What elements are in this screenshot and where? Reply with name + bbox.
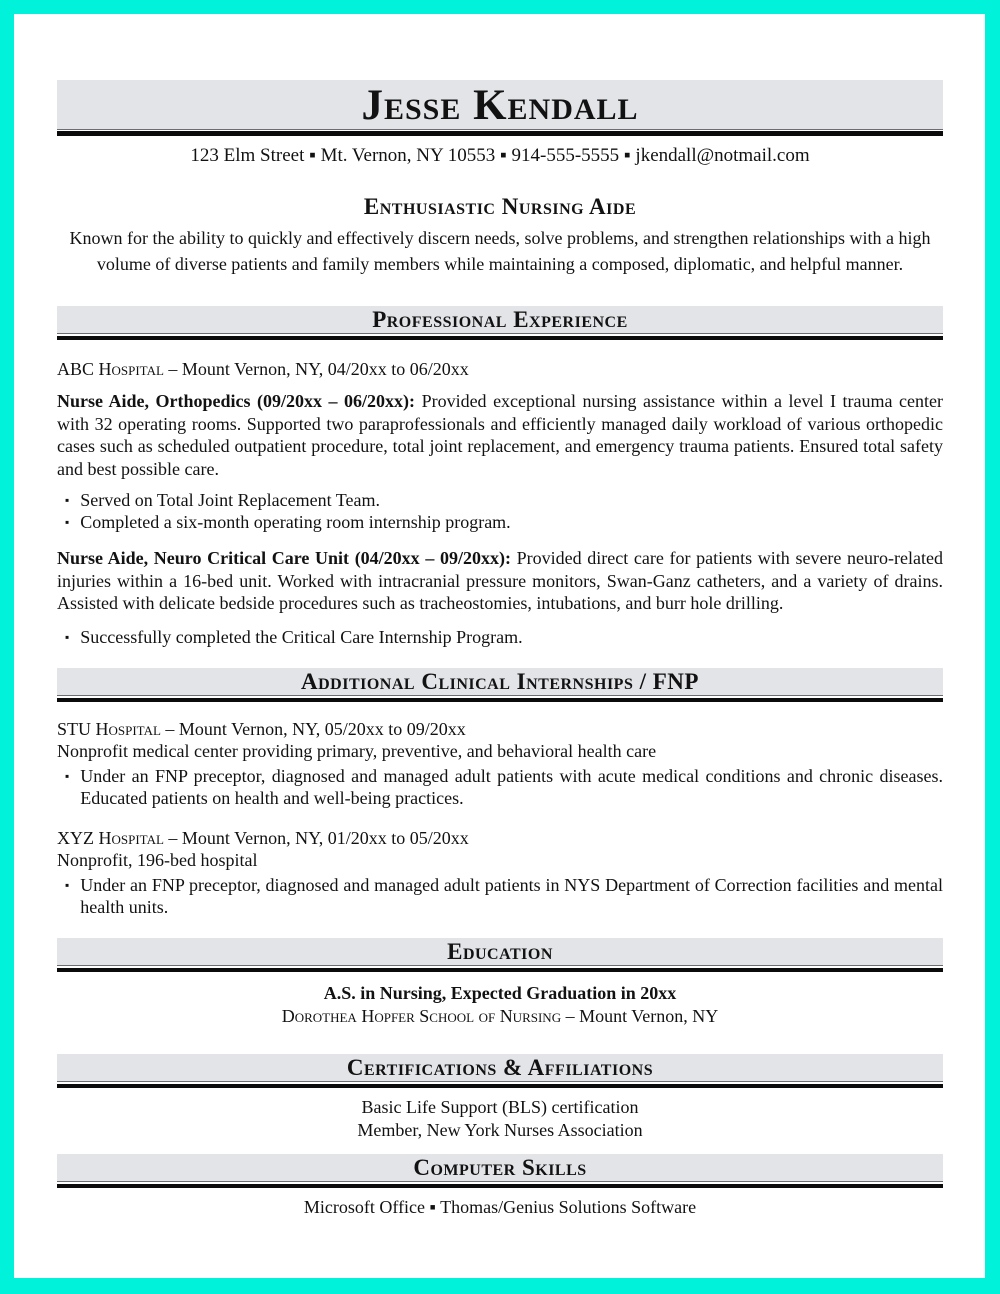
bullet-icon: ▪ xyxy=(65,878,70,892)
employer-name: ABC Hospital xyxy=(57,359,164,379)
section-education xyxy=(57,938,943,972)
bullet-item xyxy=(57,490,943,512)
section-title: Additional Clinical Internships / FNP xyxy=(301,669,699,694)
bullet-icon: ▪ xyxy=(65,493,70,507)
job-description: Provided direct care for patients with severe neuro-related injuries within a 16-bed unit. Worked with intracranial pressure monitors, Swan-Ganz catheters, and a variety of drains. Assisted with delicate bedside procedures such as tracheostomies, intubations, and burr hole drilling. xyxy=(57,548,944,613)
section-certifications xyxy=(57,1054,943,1088)
header-rule xyxy=(57,131,943,136)
certification-item: Member, New York Nurses Association xyxy=(357,1120,643,1140)
section-rule xyxy=(57,336,943,340)
section-header-bar xyxy=(57,1054,943,1082)
employer-dates: – Mount Vernon, NY, 05/20xx to 09/20xx xyxy=(160,719,466,739)
summary-text: Known for the ability to quickly and effectively discern needs, solve problems, and strengthen relationships with a high volume of diverse patients and family members while maintaining a composed, diplomatic, and helpful manner. xyxy=(69,228,931,274)
degree-line: A.S. in Nursing, Expected Graduation in 20xx xyxy=(323,983,677,1003)
school-name: Dorothea Hopfer School of Nursing xyxy=(281,1006,562,1026)
job-paragraph xyxy=(57,547,943,615)
school-location: – Mount Vernon, NY xyxy=(561,1006,719,1026)
bullet-text: Successfully completed the Critical Care Internship Program. xyxy=(80,626,523,647)
section-rule xyxy=(57,1184,943,1188)
bullet-list xyxy=(57,766,943,809)
bullet-text: Under an FNP preceptor, diagnosed and managed adult patients with acute medical conditions and chronic diseases. Educated patients on health and well-being practices. xyxy=(80,766,943,808)
job-title: Nurse Aide, Neuro Critical Care Unit (04/20xx – 09/20xx): xyxy=(57,548,511,568)
bullet-item xyxy=(57,512,943,534)
employer-subtitle: Nonprofit, 196-bed hospital xyxy=(57,850,258,870)
certification-item: Basic Life Support (BLS) certification xyxy=(361,1097,639,1117)
employer-name: XYZ Hospital xyxy=(57,828,164,848)
job-description: Provided exceptional nursing assistance within a level I trauma center with 32 operating rooms. Supported two paraprofessionals and efficiently managed daily workload of various orthopedic cases such as scheduled outpatient procedure, total joint replacement, and emergency trauma patients. Ensured total safety and best possible care. xyxy=(57,391,943,479)
employer-line xyxy=(57,827,943,849)
bullet-text: Served on Total Joint Replacement Team. xyxy=(80,490,381,510)
employer-dates: – Mount Vernon, NY, 04/20xx to 06/20xx xyxy=(163,359,469,379)
section-rule xyxy=(57,968,943,972)
job-title: Nurse Aide, Orthopedics (09/20xx – 06/20xx): xyxy=(57,391,416,411)
job-paragraph xyxy=(57,390,943,480)
section-experience xyxy=(57,306,943,340)
bullet-icon: ▪ xyxy=(65,629,70,644)
employer-line xyxy=(57,358,943,380)
bullet-item xyxy=(57,875,943,918)
candidate-name: Jesse Kendall xyxy=(361,82,639,129)
school-line xyxy=(57,1005,943,1028)
bullet-text: Completed a six-month operating room internship program. xyxy=(80,511,511,532)
employer-subtitle: Nonprofit medical center providing primary, preventive, and behavioral health care xyxy=(57,741,657,761)
employer-line xyxy=(57,718,943,740)
employer-dates: – Mount Vernon, NY, 01/20xx to 05/20xx xyxy=(163,828,469,848)
bullet-text: Under an FNP preceptor, diagnosed and managed adult patients in NYS Department of Correction facilities and mental health units. xyxy=(80,875,943,917)
section-title: Education xyxy=(447,939,553,964)
bullet-icon: ▪ xyxy=(65,514,70,529)
section-title: Computer Skills xyxy=(413,1155,587,1180)
section-header-bar xyxy=(57,1154,943,1182)
section-header-bar xyxy=(57,938,943,966)
bullet-item xyxy=(57,627,943,649)
section-rule xyxy=(57,698,943,702)
employer-name: STU Hospital xyxy=(57,719,161,739)
section-title: Professional Experience xyxy=(372,307,628,332)
resume-page xyxy=(14,14,985,1278)
bullet-list xyxy=(57,627,943,649)
section-title: Certifications & Affiliations xyxy=(346,1055,654,1080)
bullet-list xyxy=(57,875,943,918)
computer-skills-line: Microsoft Office ▪ Thomas/Genius Solutions Software xyxy=(303,1197,697,1217)
section-computer-skills xyxy=(57,1154,943,1188)
bullet-icon: ▪ xyxy=(65,769,70,783)
contact-line: 123 Elm Street ▪ Mt. Vernon, NY 10553 ▪ 914-555-5555 ▪ jkendall@notmail.com xyxy=(190,145,810,166)
name-banner xyxy=(57,80,943,130)
resume-headline: Enthusiastic Nursing Aide xyxy=(363,194,637,219)
bullet-item xyxy=(57,766,943,809)
section-rule xyxy=(57,1084,943,1088)
section-internships xyxy=(57,668,943,702)
section-header-bar xyxy=(57,306,943,334)
section-header-bar xyxy=(57,668,943,696)
bullet-list xyxy=(57,490,943,533)
